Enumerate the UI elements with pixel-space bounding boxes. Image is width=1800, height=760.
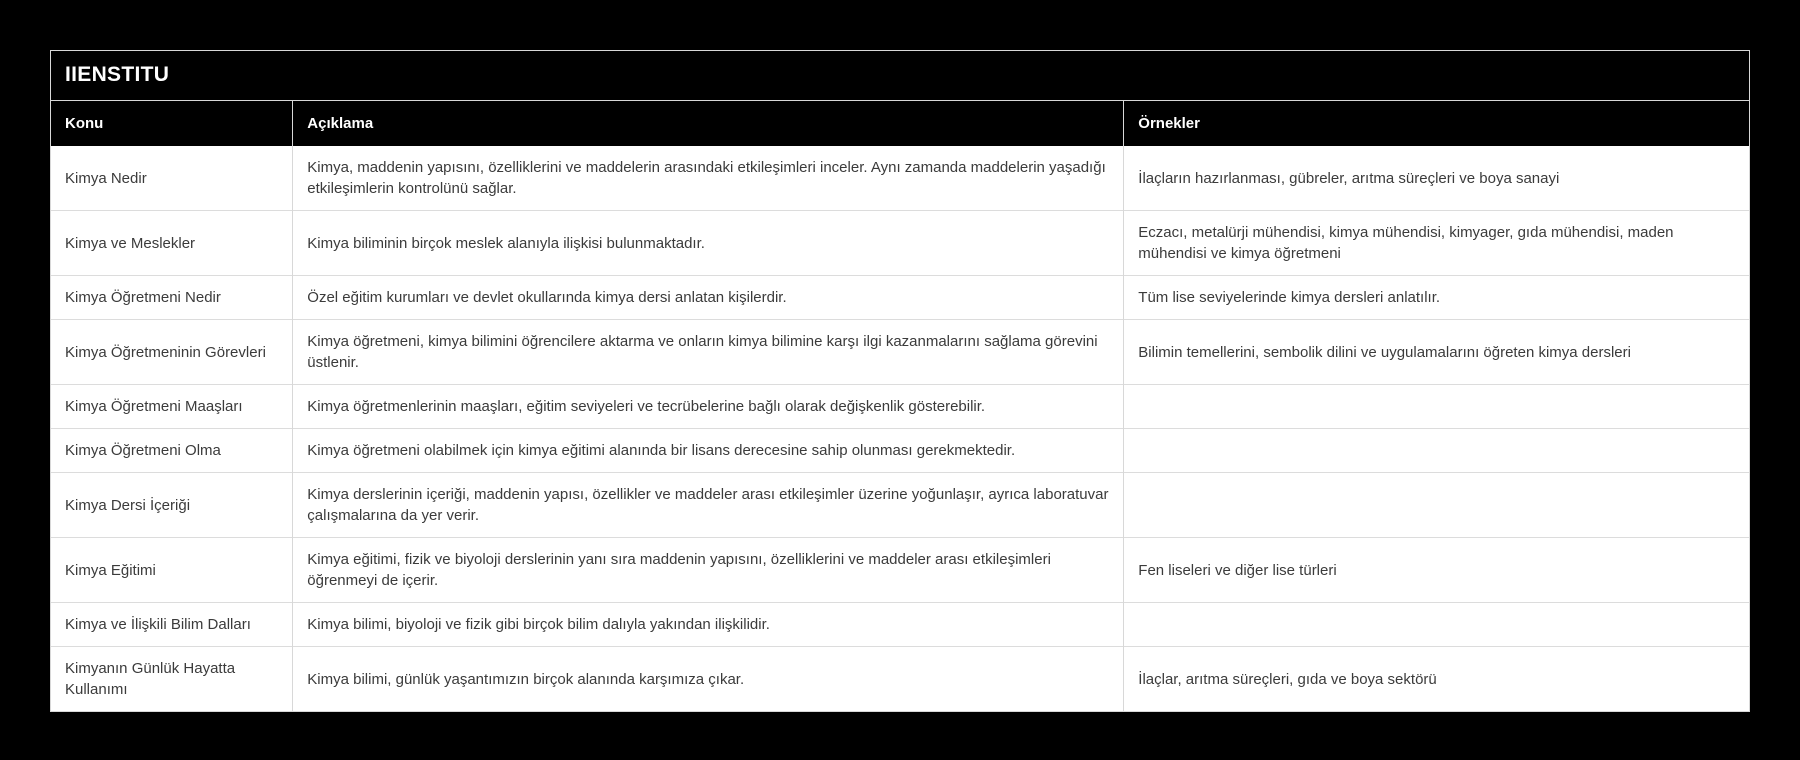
cell-aciklama: Kimya eğitimi, fizik ve biyoloji derslerinin yanı sıra maddenin yapısını, özelliklerini ve maddeler arası etkileşimleri öğrenmeyi de içerir. — [293, 538, 1124, 603]
table-row — [51, 429, 1749, 473]
cell-ornekler — [1124, 473, 1749, 538]
table-body — [51, 146, 1749, 711]
cell-aciklama: Kimya derslerinin içeriği, maddenin yapısı, özellikler ve maddeler arası etkileşimler üzerine yoğunlaşır, ayrıca laboratuvar çalışmalarına da yer verir. — [293, 473, 1124, 538]
table-header-row — [51, 101, 1749, 146]
column-header-konu: Konu — [51, 101, 293, 146]
table-row — [51, 146, 1749, 211]
table-header — [51, 101, 1749, 146]
cell-aciklama: Kimya bilimi, biyoloji ve fizik gibi birçok bilim dalıyla yakından ilişkilidir. — [293, 603, 1124, 647]
cell-konu: Kimya Öğretmeni Olma — [51, 429, 293, 473]
cell-konu: Kimya Öğretmeni Nedir — [51, 276, 293, 320]
table-row — [51, 538, 1749, 603]
cell-konu: Kimya Eğitimi — [51, 538, 293, 603]
table-row — [51, 276, 1749, 320]
cell-konu: Kimya ve İlişkili Bilim Dalları — [51, 603, 293, 647]
table-row — [51, 385, 1749, 429]
cell-ornekler: Tüm lise seviyelerinde kimya dersleri anlatılır. — [1124, 276, 1749, 320]
content-table-card — [50, 50, 1750, 712]
cell-ornekler: İlaçların hazırlanması, gübreler, arıtma süreçleri ve boya sanayi — [1124, 146, 1749, 211]
cell-konu: Kimya Dersi İçeriği — [51, 473, 293, 538]
table-row — [51, 603, 1749, 647]
cell-aciklama: Kimya biliminin birçok meslek alanıyla ilişkisi bulunmaktadır. — [293, 211, 1124, 276]
table-row — [51, 647, 1749, 712]
cell-ornekler: Eczacı, metalürji mühendisi, kimya mühendisi, kimyager, gıda mühendisi, maden mühendisi ve kimya öğretmeni — [1124, 211, 1749, 276]
cell-konu: Kimyanın Günlük Hayatta Kullanımı — [51, 647, 293, 712]
table-row — [51, 211, 1749, 276]
cell-aciklama: Kimya öğretmeni, kimya bilimini öğrencilere aktarma ve onların kimya bilimine karşı ilgi kazanmalarını sağlama görevini üstlenir. — [293, 320, 1124, 385]
cell-konu: Kimya ve Meslekler — [51, 211, 293, 276]
cell-ornekler — [1124, 603, 1749, 647]
topics-table — [51, 101, 1749, 711]
cell-ornekler: Bilimin temellerini, sembolik dilini ve uygulamalarını öğreten kimya dersleri — [1124, 320, 1749, 385]
cell-aciklama: Kimya bilimi, günlük yaşantımızın birçok alanında karşımıza çıkar. — [293, 647, 1124, 712]
cell-aciklama: Kimya öğretmeni olabilmek için kimya eğitimi alanında bir lisans derecesine sahip olunması gerekmektedir. — [293, 429, 1124, 473]
cell-ornekler: İlaçlar, arıtma süreçleri, gıda ve boya sektörü — [1124, 647, 1749, 712]
cell-ornekler: Fen liseleri ve diğer lise türleri — [1124, 538, 1749, 603]
cell-ornekler — [1124, 385, 1749, 429]
cell-ornekler — [1124, 429, 1749, 473]
table-row — [51, 320, 1749, 385]
column-header-ornekler: Örnekler — [1124, 101, 1749, 146]
cell-aciklama: Kimya öğretmenlerinin maaşları, eğitim seviyeleri ve tecrübelerine bağlı olarak değişkenlik gösterebilir. — [293, 385, 1124, 429]
cell-konu: Kimya Öğretmeninin Görevleri — [51, 320, 293, 385]
column-header-aciklama: Açıklama — [293, 101, 1124, 146]
table-row — [51, 473, 1749, 538]
cell-konu: Kimya Nedir — [51, 146, 293, 211]
page-title: IIENSTITU — [51, 51, 1749, 101]
cell-konu: Kimya Öğretmeni Maaşları — [51, 385, 293, 429]
cell-aciklama: Kimya, maddenin yapısını, özelliklerini ve maddelerin arasındaki etkileşimleri inceler. Aynı zamanda maddelerin yaşadığı etkileşimlerin kontrolünü sağlar. — [293, 146, 1124, 211]
cell-aciklama: Özel eğitim kurumları ve devlet okullarında kimya dersi anlatan kişilerdir. — [293, 276, 1124, 320]
